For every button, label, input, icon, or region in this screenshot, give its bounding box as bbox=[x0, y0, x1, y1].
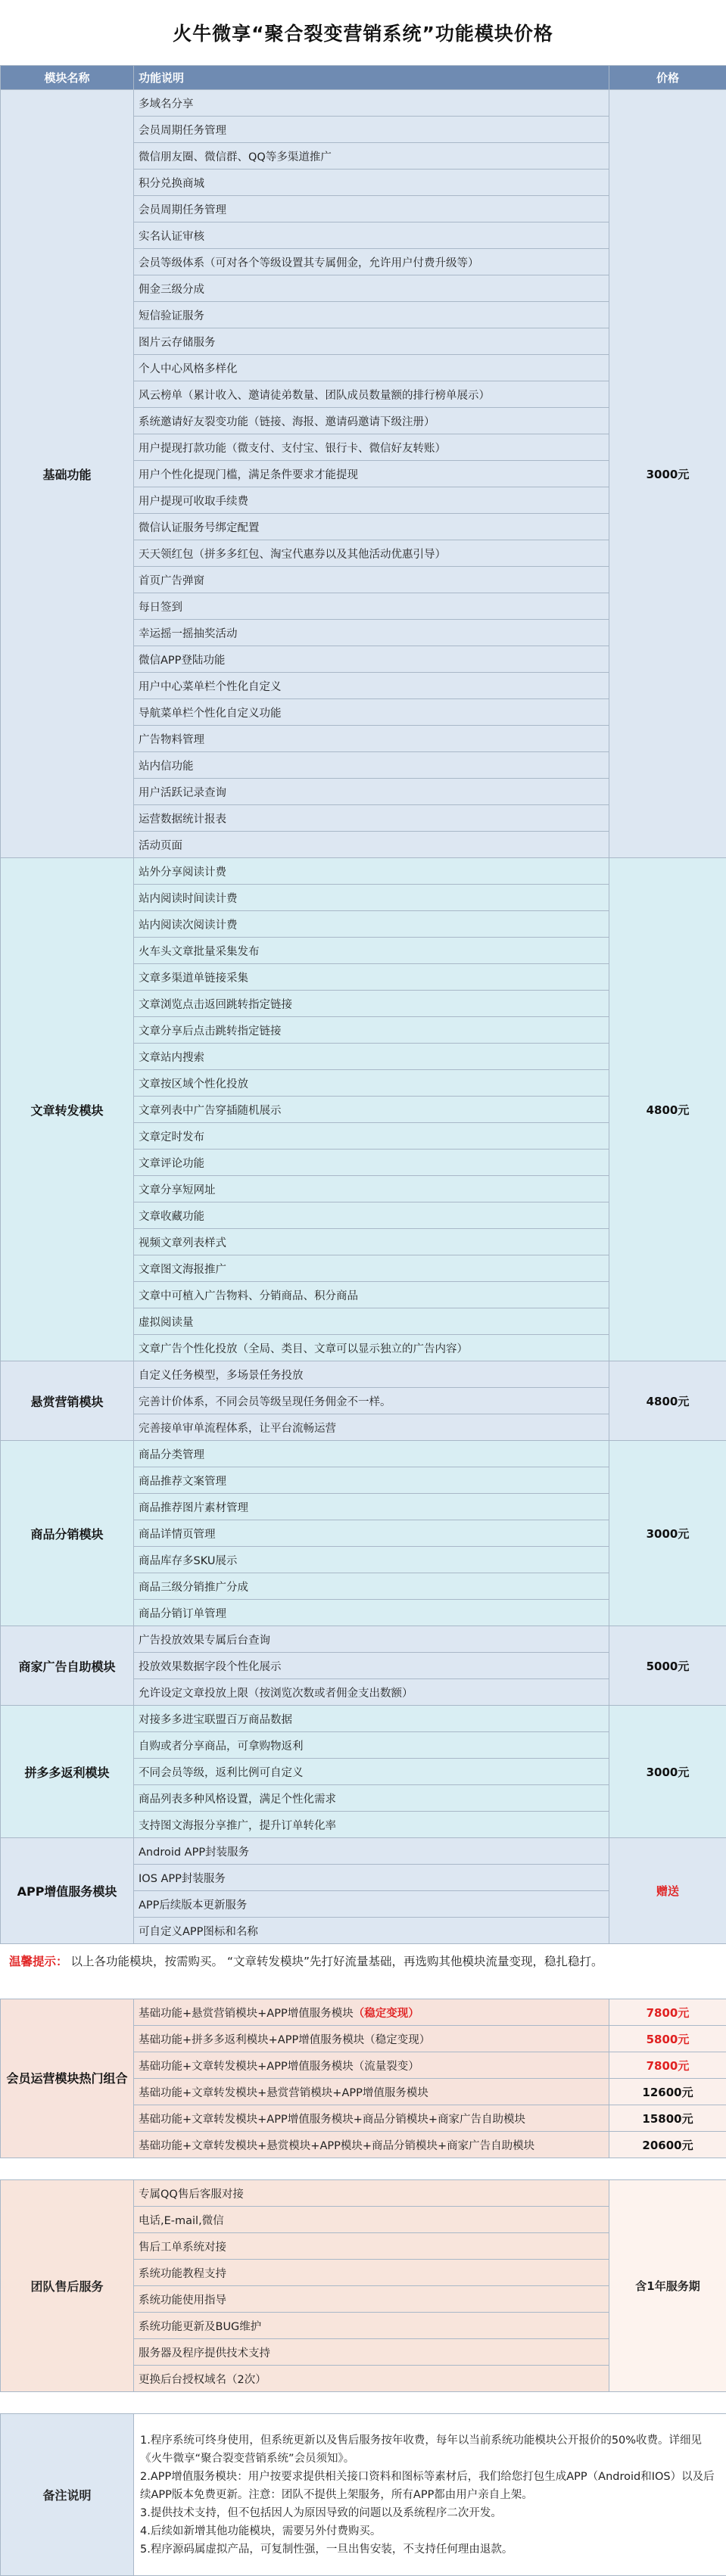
function-item: 投放效果数据字段个性化展示 bbox=[134, 1653, 609, 1679]
function-item: 活动页面 bbox=[134, 832, 609, 858]
function-item: 视频文章列表样式 bbox=[134, 1229, 609, 1255]
combo-price: 7800元 bbox=[609, 1999, 726, 2026]
warm-tip-label: 温馨提示： bbox=[9, 1952, 68, 1969]
header-module-name: 模块名称 bbox=[1, 66, 134, 90]
combo-text: 基础功能+文章转发模块+APP增值服务模块 bbox=[139, 2061, 354, 2073]
warm-tip bbox=[0, 1944, 726, 1977]
combo-price: 7800元 bbox=[609, 2052, 726, 2079]
function-item: 文章多渠道单链接采集 bbox=[134, 964, 609, 991]
notes-category: 备注说明 bbox=[1, 2414, 134, 2576]
function-item: 火车头文章批量采集发布 bbox=[134, 938, 609, 964]
function-item: 短信验证服务 bbox=[134, 302, 609, 328]
service-item: 服务器及程序提供技术支持 bbox=[134, 2339, 609, 2366]
table-row bbox=[1, 858, 726, 885]
function-item: 商品列表多种风格设置，满足个性化需求 bbox=[134, 1785, 609, 1812]
function-item: 幸运摇一摇抽奖活动 bbox=[134, 620, 609, 646]
service-item: 系统功能更新及BUG维护 bbox=[134, 2313, 609, 2339]
combo-text: 基础功能+文章转发模块+APP增值服务模块+商品分销模块+商家广告自助模块 bbox=[139, 2114, 525, 2126]
function-item: 多域名分享 bbox=[134, 90, 609, 117]
function-item: 文章广告个性化投放（全局、类目、文章可以显示独立的广告内容） bbox=[134, 1335, 609, 1361]
function-item: 首页广告弹窗 bbox=[134, 567, 609, 593]
service-category: 团队售后服务 bbox=[1, 2180, 134, 2392]
service-item: 售后工单系统对接 bbox=[134, 2233, 609, 2260]
combo-item bbox=[134, 2079, 609, 2105]
function-item: IOS APP封装服务 bbox=[134, 1865, 609, 1891]
function-item: 微信朋友圈、微信群、QQ等多渠道推广 bbox=[134, 143, 609, 170]
note-line: 1.程序系统可终身使用，但系统更新以及售后服务按年收费，每年以当前系统功能模块公开报价的50%收费。详细见《火牛微享“聚合裂变营销系统”会员须知》。 bbox=[140, 2431, 720, 2468]
combo-price: 5800元 bbox=[609, 2026, 726, 2052]
combo-text: 基础功能+文章转发模块+悬赏模块+APP模块+商品分销模块+商家广告自助模块 bbox=[139, 2140, 534, 2152]
function-item: 个人中心风格多样化 bbox=[134, 355, 609, 381]
service-item: 系统功能使用指导 bbox=[134, 2286, 609, 2313]
function-item: 会员周期任务管理 bbox=[134, 196, 609, 222]
combo-item bbox=[134, 1999, 609, 2026]
table-row bbox=[1, 1626, 726, 1653]
combo-tag: （稳定变现） bbox=[364, 2034, 430, 2046]
function-item: 站内阅读时间读计费 bbox=[134, 885, 609, 911]
service-row bbox=[1, 2180, 726, 2207]
function-item: 商品库存多SKU展示 bbox=[134, 1547, 609, 1573]
module-name: APP增值服务模块 bbox=[1, 1838, 134, 1944]
note-line: 5.程序源码属虚拟产品，可复制性强，一旦出售安装，不支持任何理由退款。 bbox=[140, 2540, 720, 2559]
function-item: 自购或者分享商品，可拿购物返利 bbox=[134, 1732, 609, 1759]
module-table-body bbox=[1, 90, 726, 1944]
module-name: 基础功能 bbox=[1, 90, 134, 858]
function-item: 运营数据统计报表 bbox=[134, 805, 609, 832]
function-item: 文章列表中广告穿插随机展示 bbox=[134, 1097, 609, 1123]
combo-item bbox=[134, 2132, 609, 2158]
function-item: 用户活跃记录查询 bbox=[134, 779, 609, 805]
combo-text: 基础功能+拼多多返利模块+APP增值服务模块 bbox=[139, 2034, 364, 2046]
spacer bbox=[0, 2158, 726, 2179]
table-header-row bbox=[1, 66, 726, 90]
function-item: 会员等级体系（可对各个等级设置其专属佣金，允许用户付费升级等） bbox=[134, 249, 609, 275]
function-item: 实名认证审核 bbox=[134, 222, 609, 249]
function-item: 完善接单审单流程体系，让平台流畅运营 bbox=[134, 1414, 609, 1441]
notes-row bbox=[1, 2414, 726, 2576]
warm-tip-text: 以上各功能模块，按需购买。 “文章转发模块”先打好流量基础，再选购其他模块流量变现，稳扎稳打。 bbox=[71, 1952, 603, 1969]
module-name: 悬赏营销模块 bbox=[1, 1361, 134, 1441]
function-item: 用户个性化提现门槛，满足条件要求才能提现 bbox=[134, 461, 609, 487]
function-item: 商品三级分销推广分成 bbox=[134, 1573, 609, 1600]
combo-price: 20600元 bbox=[609, 2132, 726, 2158]
header-function-desc: 功能说明 bbox=[134, 66, 609, 90]
function-item: 文章分享后点击跳转指定链接 bbox=[134, 1017, 609, 1044]
function-item: 可自定义APP图标和名称 bbox=[134, 1918, 609, 1944]
note-line: 2.APP增值服务模块：用户按要求提供相关接口资料和图标等素材后，我们给您打包生成APP（Android和IOS）以及后续APP版本免费更新。注意：团队不提供上架服务，所有APP都由用户亲自上架。 bbox=[140, 2468, 720, 2504]
function-item: 用户提现打款功能（微支付、支付宝、银行卡、微信好友转账） bbox=[134, 434, 609, 461]
service-table-body bbox=[1, 2180, 726, 2392]
function-item: 文章评论功能 bbox=[134, 1150, 609, 1176]
service-price: 含1年服务期 bbox=[609, 2180, 726, 2392]
function-item: 广告投放效果专属后台查询 bbox=[134, 1626, 609, 1653]
module-name: 文章转发模块 bbox=[1, 858, 134, 1361]
function-item: 文章图文海报推广 bbox=[134, 1255, 609, 1282]
function-item: 允许设定文章投放上限（按浏览次数或者佣金支出数额） bbox=[134, 1679, 609, 1706]
function-item: 用户中心菜单栏个性化自定义 bbox=[134, 673, 609, 699]
function-item: 每日签到 bbox=[134, 593, 609, 620]
notes-body bbox=[134, 2414, 726, 2576]
note-line: 4.后续如新增其他功能模块，需要另外付费购买。 bbox=[140, 2522, 720, 2540]
function-item: 文章浏览点击返回跳转指定链接 bbox=[134, 991, 609, 1017]
function-item: 系统邀请好友裂变功能（链接、海报、邀请码邀请下级注册） bbox=[134, 408, 609, 434]
function-item: 图片云存储服务 bbox=[134, 328, 609, 355]
function-item: 商品推荐文案管理 bbox=[134, 1467, 609, 1494]
function-item: 对接多多进宝联盟百万商品数据 bbox=[134, 1706, 609, 1732]
function-item: 站内信功能 bbox=[134, 752, 609, 779]
service-item: 更换后台授权域名（2次） bbox=[134, 2366, 609, 2392]
function-item: APP后续版本更新服务 bbox=[134, 1891, 609, 1918]
function-item: 商品分类管理 bbox=[134, 1441, 609, 1467]
note-line: 3.提供技术支持，但不包括因人为原因导致的问题以及系统程序二次开发。 bbox=[140, 2504, 720, 2522]
combo-item bbox=[134, 2105, 609, 2132]
function-item: 佣金三级分成 bbox=[134, 275, 609, 302]
module-price: 赠送 bbox=[609, 1838, 726, 1944]
service-table bbox=[0, 2179, 726, 2392]
function-item: 站外分享阅读计费 bbox=[134, 858, 609, 885]
module-price: 4800元 bbox=[609, 858, 726, 1361]
function-item: 完善计价体系，不同会员等级呈现任务佣金不一样。 bbox=[134, 1388, 609, 1414]
page-title: 火牛微享“聚合裂变营销系统”功能模块价格 bbox=[0, 0, 726, 65]
function-item: 不同会员等级，返利比例可自定义 bbox=[134, 1759, 609, 1785]
module-price: 3000元 bbox=[609, 90, 726, 858]
module-name: 商品分销模块 bbox=[1, 1441, 134, 1626]
function-item: 商品分销订单管理 bbox=[134, 1600, 609, 1626]
function-item: 用户提现可收取手续费 bbox=[134, 487, 609, 514]
function-item: 商品推荐图片素材管理 bbox=[134, 1494, 609, 1520]
spacer bbox=[0, 1977, 726, 1999]
function-item: 站内阅读次阅读计费 bbox=[134, 911, 609, 938]
combo-price: 15800元 bbox=[609, 2105, 726, 2132]
module-name: 拼多多返利模块 bbox=[1, 1706, 134, 1838]
combo-row bbox=[1, 1999, 726, 2026]
function-item: 文章中可植入广告物料、分销商品、积分商品 bbox=[134, 1282, 609, 1308]
service-item: 电话,E-mail,微信 bbox=[134, 2207, 609, 2233]
combo-text: 基础功能+悬赏营销模块+APP增值服务模块 bbox=[139, 2008, 354, 2020]
combo-tag: （稳定变现） bbox=[354, 2008, 419, 2020]
service-item: 系统功能教程支持 bbox=[134, 2260, 609, 2286]
table-row bbox=[1, 90, 726, 117]
module-price: 4800元 bbox=[609, 1361, 726, 1441]
function-item: 文章收藏功能 bbox=[134, 1202, 609, 1229]
function-item: Android APP封装服务 bbox=[134, 1838, 609, 1865]
function-item: 会员周期任务管理 bbox=[134, 117, 609, 143]
header-price: 价格 bbox=[609, 66, 726, 90]
function-item: 文章分享短网址 bbox=[134, 1176, 609, 1202]
table-row bbox=[1, 1441, 726, 1467]
function-item: 微信认证服务号绑定配置 bbox=[134, 514, 609, 540]
function-item: 文章定时发布 bbox=[134, 1123, 609, 1150]
combo-category: 会员运营模块热门组合 bbox=[1, 1999, 134, 2158]
combo-text: 基础功能+文章转发模块+悬赏营销模块+APP增值服务模块 bbox=[139, 2087, 428, 2099]
module-name: 商家广告自助模块 bbox=[1, 1626, 134, 1706]
combo-item bbox=[134, 2052, 609, 2079]
notes-table bbox=[0, 2413, 726, 2576]
function-item: 微信APP登陆功能 bbox=[134, 646, 609, 673]
table-row bbox=[1, 1838, 726, 1865]
combo-item bbox=[134, 2026, 609, 2052]
module-price: 3000元 bbox=[609, 1441, 726, 1626]
combo-price: 12600元 bbox=[609, 2079, 726, 2105]
spacer bbox=[0, 2392, 726, 2413]
table-row bbox=[1, 1706, 726, 1732]
combo-tag: （流量裂变） bbox=[354, 2061, 419, 2073]
function-item: 积分兑换商城 bbox=[134, 170, 609, 196]
module-price: 5000元 bbox=[609, 1626, 726, 1706]
function-item: 导航菜单栏个性化自定义功能 bbox=[134, 699, 609, 726]
function-item: 天天领红包（拼多多红包、淘宝代惠券以及其他活动优惠引导） bbox=[134, 540, 609, 567]
combo-table-body bbox=[1, 1999, 726, 2158]
function-item: 文章按区域个性化投放 bbox=[134, 1070, 609, 1097]
function-item: 自定义任务模型，多场景任务投放 bbox=[134, 1361, 609, 1388]
combo-table bbox=[0, 1999, 726, 2158]
service-item: 专属QQ售后客服对接 bbox=[134, 2180, 609, 2207]
table-row bbox=[1, 1361, 726, 1388]
module-price: 3000元 bbox=[609, 1706, 726, 1838]
function-item: 文章站内搜索 bbox=[134, 1044, 609, 1070]
function-item: 风云榜单（累计收入、邀请徒弟数量、团队成员数量额的排行榜单展示） bbox=[134, 381, 609, 408]
module-pricing-table bbox=[0, 65, 726, 1944]
function-item: 广告物料管理 bbox=[134, 726, 609, 752]
function-item: 虚拟阅读量 bbox=[134, 1308, 609, 1335]
function-item: 商品详情页管理 bbox=[134, 1520, 609, 1547]
function-item: 支持图文海报分享推广，提升订单转化率 bbox=[134, 1812, 609, 1838]
